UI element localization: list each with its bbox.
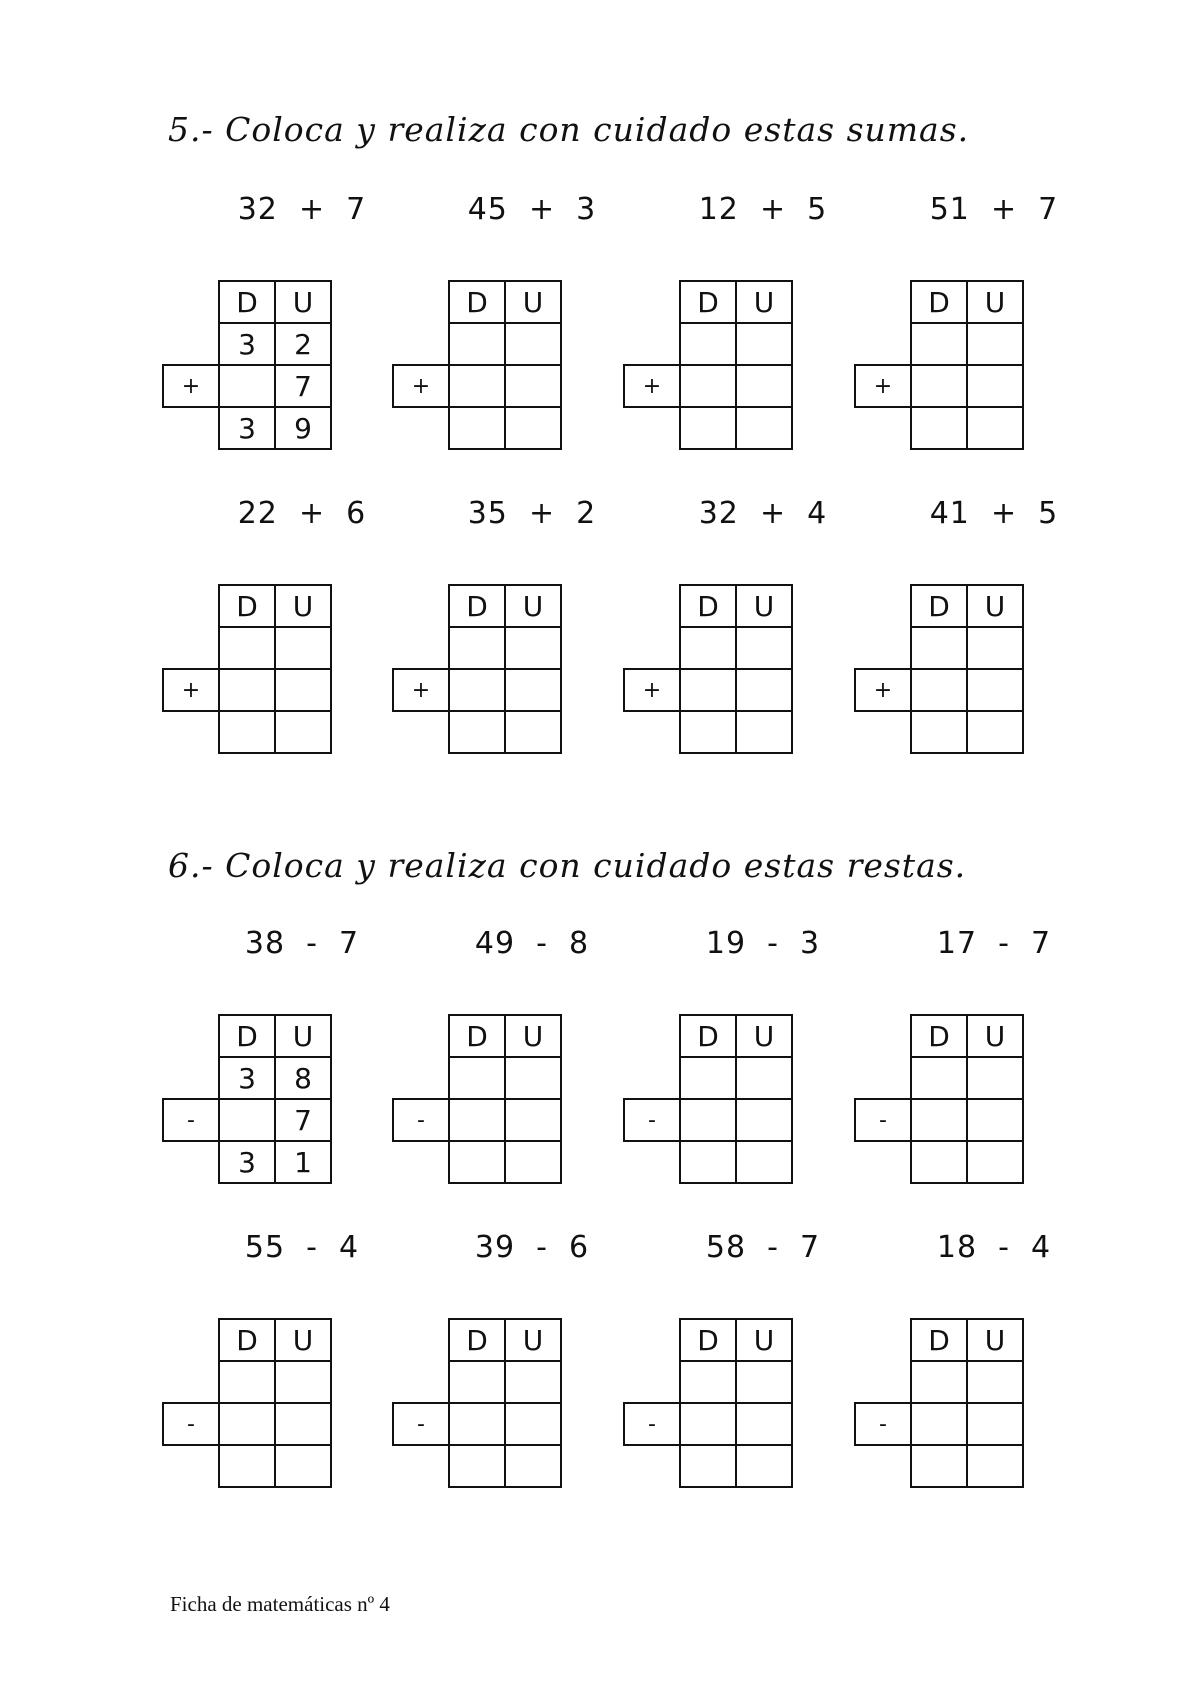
exercise-label: 32 + 7: [237, 192, 367, 227]
units-header: U: [966, 1318, 1024, 1362]
tens-header: D: [218, 1318, 276, 1362]
place-value-grid: [392, 1014, 568, 1190]
units-header: U: [274, 1014, 332, 1058]
operator-sign: +: [854, 668, 912, 712]
top-units-cell[interactable]: 8: [274, 1056, 332, 1100]
operator-sign: -: [854, 1098, 912, 1142]
result-tens-cell[interactable]: 3: [218, 406, 276, 450]
units-header: U: [735, 280, 793, 324]
result-units-cell[interactable]: [735, 406, 793, 450]
exercise-label: 41 + 5: [929, 496, 1059, 531]
result-tens-cell[interactable]: [218, 710, 276, 754]
result-tens-cell[interactable]: [448, 1444, 506, 1488]
middle-units-cell[interactable]: [735, 1098, 793, 1142]
result-units-cell[interactable]: [966, 1140, 1024, 1184]
result-units-cell[interactable]: [504, 406, 562, 450]
middle-units-cell[interactable]: [735, 1402, 793, 1446]
units-header: U: [504, 1014, 562, 1058]
result-units-cell[interactable]: [504, 1140, 562, 1184]
exercise-label: 18 - 4: [936, 1230, 1052, 1265]
result-units-cell[interactable]: [735, 710, 793, 754]
place-value-grid: [162, 1014, 338, 1190]
top-units-cell[interactable]: [504, 626, 562, 670]
middle-tens-cell[interactable]: [448, 1098, 506, 1142]
exercise-label: 32 + 4: [698, 496, 828, 531]
tens-header: D: [910, 280, 968, 324]
middle-tens-cell[interactable]: [910, 668, 968, 712]
middle-units-cell[interactable]: [735, 364, 793, 408]
result-tens-cell[interactable]: [448, 1140, 506, 1184]
exercise-label: 45 + 3: [467, 192, 597, 227]
place-value-grid: [623, 1318, 799, 1494]
middle-units-cell[interactable]: [966, 1402, 1024, 1446]
tens-header: D: [448, 1318, 506, 1362]
top-units-cell[interactable]: [735, 1360, 793, 1404]
tens-header: D: [679, 1318, 737, 1362]
result-tens-cell[interactable]: [679, 406, 737, 450]
top-units-cell[interactable]: [504, 322, 562, 366]
place-value-grid: [392, 1318, 568, 1494]
units-header: U: [274, 280, 332, 324]
middle-tens-cell[interactable]: [218, 1402, 276, 1446]
units-header: U: [735, 1014, 793, 1058]
tens-header: D: [218, 1014, 276, 1058]
result-tens-cell[interactable]: [910, 1444, 968, 1488]
middle-tens-cell[interactable]: [679, 668, 737, 712]
result-tens-cell[interactable]: 3: [218, 1140, 276, 1184]
place-value-grid: [854, 584, 1030, 760]
middle-units-cell[interactable]: [735, 668, 793, 712]
middle-tens-cell[interactable]: [910, 1402, 968, 1446]
top-units-cell[interactable]: [274, 1360, 332, 1404]
result-tens-cell[interactable]: [448, 710, 506, 754]
place-value-grid: [854, 1014, 1030, 1190]
exercise-label: 49 - 8: [474, 926, 590, 961]
place-value-grid: [392, 584, 568, 760]
top-tens-cell[interactable]: [448, 626, 506, 670]
top-tens-cell[interactable]: [910, 322, 968, 366]
operator-sign: -: [854, 1402, 912, 1446]
result-tens-cell[interactable]: [679, 710, 737, 754]
middle-units-cell[interactable]: 7: [274, 1098, 332, 1142]
middle-tens-cell[interactable]: [679, 1402, 737, 1446]
top-tens-cell[interactable]: [679, 626, 737, 670]
middle-tens-cell[interactable]: [218, 364, 276, 408]
exercise-label: 35 + 2: [467, 496, 597, 531]
top-units-cell[interactable]: [274, 626, 332, 670]
place-value-grid: [162, 280, 338, 456]
middle-units-cell[interactable]: [966, 364, 1024, 408]
tens-header: D: [218, 584, 276, 628]
operator-sign: +: [623, 668, 681, 712]
top-tens-cell[interactable]: [448, 1360, 506, 1404]
exercise-label: 55 - 4: [244, 1230, 360, 1265]
result-units-cell[interactable]: [504, 1444, 562, 1488]
section-5-heading: 5.- Coloca y realiza con cuidado estas sumas.: [168, 110, 970, 149]
units-header: U: [966, 1014, 1024, 1058]
result-tens-cell[interactable]: [910, 710, 968, 754]
operator-sign: +: [392, 668, 450, 712]
top-units-cell[interactable]: [735, 626, 793, 670]
result-units-cell[interactable]: [966, 406, 1024, 450]
exercise-label: 39 - 6: [474, 1230, 590, 1265]
middle-tens-cell[interactable]: [448, 1402, 506, 1446]
operator-sign: +: [392, 364, 450, 408]
top-tens-cell[interactable]: [910, 1360, 968, 1404]
result-units-cell[interactable]: [274, 710, 332, 754]
top-tens-cell[interactable]: 3: [218, 322, 276, 366]
middle-tens-cell[interactable]: [448, 668, 506, 712]
middle-units-cell[interactable]: [504, 364, 562, 408]
place-value-grid: [854, 280, 1030, 456]
result-tens-cell[interactable]: [910, 1140, 968, 1184]
result-units-cell[interactable]: [504, 710, 562, 754]
tens-header: D: [910, 1318, 968, 1362]
tens-header: D: [679, 1014, 737, 1058]
result-tens-cell[interactable]: [679, 1444, 737, 1488]
top-units-cell[interactable]: [966, 626, 1024, 670]
top-units-cell[interactable]: [735, 1056, 793, 1100]
top-tens-cell[interactable]: [218, 626, 276, 670]
top-units-cell[interactable]: [504, 1056, 562, 1100]
tens-header: D: [910, 1014, 968, 1058]
top-tens-cell[interactable]: [910, 626, 968, 670]
result-tens-cell[interactable]: [679, 1140, 737, 1184]
result-tens-cell[interactable]: [910, 406, 968, 450]
operator-sign: +: [162, 364, 220, 408]
result-units-cell[interactable]: 1: [274, 1140, 332, 1184]
units-header: U: [504, 584, 562, 628]
top-units-cell[interactable]: [966, 1360, 1024, 1404]
top-units-cell[interactable]: [735, 322, 793, 366]
tens-header: D: [448, 280, 506, 324]
top-units-cell[interactable]: [504, 1360, 562, 1404]
units-header: U: [735, 1318, 793, 1362]
top-units-cell[interactable]: [966, 1056, 1024, 1100]
place-value-grid: [623, 584, 799, 760]
exercise-label: 12 + 5: [698, 192, 828, 227]
place-value-grid: [392, 280, 568, 456]
operator-sign: -: [623, 1098, 681, 1142]
exercise-label: 38 - 7: [244, 926, 360, 961]
exercise-label: 17 - 7: [936, 926, 1052, 961]
operator-sign: -: [162, 1402, 220, 1446]
units-header: U: [504, 280, 562, 324]
middle-tens-cell[interactable]: [910, 1098, 968, 1142]
place-value-grid: [162, 584, 338, 760]
middle-units-cell[interactable]: [966, 668, 1024, 712]
middle-units-cell[interactable]: 7: [274, 364, 332, 408]
top-tens-cell[interactable]: [679, 1360, 737, 1404]
units-header: U: [735, 584, 793, 628]
top-tens-cell[interactable]: [679, 322, 737, 366]
top-tens-cell[interactable]: 3: [218, 1056, 276, 1100]
tens-header: D: [448, 1014, 506, 1058]
tens-header: D: [679, 584, 737, 628]
middle-tens-cell[interactable]: [218, 668, 276, 712]
operator-sign: -: [623, 1402, 681, 1446]
middle-units-cell[interactable]: [966, 1098, 1024, 1142]
result-units-cell[interactable]: [966, 1444, 1024, 1488]
operator-sign: +: [623, 364, 681, 408]
section-6-heading: 6.- Coloca y realiza con cuidado estas restas.: [168, 846, 967, 885]
result-units-cell[interactable]: [274, 1444, 332, 1488]
operator-sign: +: [854, 364, 912, 408]
exercise-label: 58 - 7: [705, 1230, 821, 1265]
top-units-cell[interactable]: 2: [274, 322, 332, 366]
middle-units-cell[interactable]: [504, 668, 562, 712]
place-value-grid: [854, 1318, 1030, 1494]
exercise-label: 51 + 7: [929, 192, 1059, 227]
middle-tens-cell[interactable]: [679, 1098, 737, 1142]
top-tens-cell[interactable]: [448, 322, 506, 366]
result-units-cell[interactable]: 9: [274, 406, 332, 450]
middle-tens-cell[interactable]: [679, 364, 737, 408]
result-tens-cell[interactable]: [448, 406, 506, 450]
middle-units-cell[interactable]: [504, 1098, 562, 1142]
top-tens-cell[interactable]: [679, 1056, 737, 1100]
result-units-cell[interactable]: [966, 710, 1024, 754]
units-header: U: [274, 1318, 332, 1362]
result-units-cell[interactable]: [735, 1140, 793, 1184]
units-header: U: [274, 584, 332, 628]
top-tens-cell[interactable]: [448, 1056, 506, 1100]
middle-tens-cell[interactable]: [218, 1098, 276, 1142]
place-value-grid: [623, 1014, 799, 1190]
middle-units-cell[interactable]: [274, 1402, 332, 1446]
tens-header: D: [679, 280, 737, 324]
exercise-label: 19 - 3: [705, 926, 821, 961]
units-header: U: [966, 280, 1024, 324]
operator-sign: -: [162, 1098, 220, 1142]
top-tens-cell[interactable]: [910, 1056, 968, 1100]
place-value-grid: [623, 280, 799, 456]
units-header: U: [966, 584, 1024, 628]
tens-header: D: [448, 584, 506, 628]
middle-tens-cell[interactable]: [448, 364, 506, 408]
middle-tens-cell[interactable]: [910, 364, 968, 408]
footer: Ficha de matemáticas nº 4: [170, 1592, 390, 1616]
result-units-cell[interactable]: [735, 1444, 793, 1488]
exercise-label: 22 + 6: [237, 496, 367, 531]
tens-header: D: [218, 280, 276, 324]
middle-units-cell[interactable]: [274, 668, 332, 712]
operator-sign: +: [162, 668, 220, 712]
middle-units-cell[interactable]: [504, 1402, 562, 1446]
top-tens-cell[interactable]: [218, 1360, 276, 1404]
operator-sign: -: [392, 1098, 450, 1142]
place-value-grid: [162, 1318, 338, 1494]
tens-header: D: [910, 584, 968, 628]
units-header: U: [504, 1318, 562, 1362]
result-tens-cell[interactable]: [218, 1444, 276, 1488]
top-units-cell[interactable]: [966, 322, 1024, 366]
operator-sign: -: [392, 1402, 450, 1446]
